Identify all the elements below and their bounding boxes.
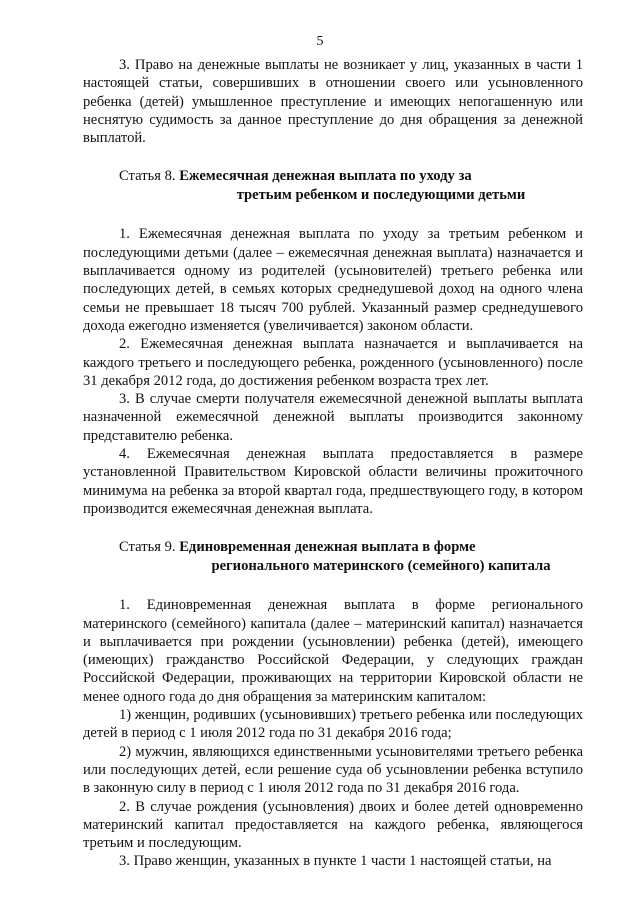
- article9-heading: [83, 538, 583, 576]
- article9-paragraph: 3. Право женщин, указанных в пункте 1 части 1 настоящей статьи, на: [119, 853, 552, 870]
- document-body: [83, 56, 583, 871]
- article8-heading: [83, 167, 583, 205]
- article8-number: Статья 8.: [119, 168, 176, 185]
- article8-paragraph: 4. Ежемесячная денежная выплата предоставляется в размере установленной Правительством Кировской области величины прожиточного минимума на ребенка за второй квартал года, предшествующего году, в котором производится ежемесячная денежная выплата.: [83, 446, 583, 517]
- article8-paragraph: 2. Ежемесячная денежная выплата назначается и выплачивается на каждого третьего и последующего ребенка, рожденного (усыновленного) после 31 декабря 2012 года, до достижения ребенком возраста трех лет.: [83, 336, 583, 389]
- article8-paragraph: 1. Ежемесячная денежная выплата по уходу за третьим ребенком и последующими детьми (далее – ежемесячная денежная выплата) назначается и выплачивается одному из родителей (усыновителей) третьего ребенка или последующих детей, в семьях которых среднедушевой доход на одного члена семьи не превышает 18 тысяч 700 рублей. Указанный размер среднедушевого дохода ежегодно изменяется (увеличивается) законом области.: [83, 226, 583, 334]
- paragraph-article7-part3: 3. Право на денежные выплаты не возникает у лиц, указанных в части 1 настоящей статьи, совершивших в отношении своего или усыновленного ребенка (детей) умышленное преступление и имеющих непогашенную или неснятую судимость за данное преступление до дня обращения за денежной выплатой.: [83, 57, 583, 147]
- article9-paragraph: 1) женщин, родивших (усыновивших) третьего ребенка или последующих детей в период с 1 июля 2012 года по 31 декабря 2016 года;: [83, 707, 583, 742]
- article9-number: Статья 9.: [119, 539, 176, 556]
- article8-title-line1: Ежемесячная денежная выплата по уходу за: [179, 168, 472, 185]
- article8-title-line2: третьим ребенком и последующими детьми: [236, 187, 526, 204]
- page-number: 5: [316, 34, 324, 49]
- article9-paragraph: 2. В случае рождения (усыновления) двоих и более детей одновременно материнский капитал предоставляется на каждого ребенка, являющегося третьим и последующим.: [83, 798, 583, 852]
- article9-title-line1: Единовременная денежная выплата в форме: [179, 539, 476, 556]
- article9-paragraph: 2) мужчин, являющихся единственными усыновителями третьего ребенка или последующих детей, если решение суда об усыновлении ребенка вступило в законную силу в период с 1 июля 2012 года по 31 декабря 2016 года.: [83, 743, 583, 797]
- article9-title-line2: регионального материнского (семейного) капитала: [211, 558, 551, 575]
- article9-paragraph: 1. Единовременная денежная выплата в форме регионального материнского (семейного) капитала (далее – материнский капитал) назначается и выплачивается при рождении (усыновлении) ребенка (детей), имеющего (имеющих) гражданство Российской Федерации, у следующих граждан Российской Федерации, проживающих на территории Кировской области не менее одного года до дня обращения за материнским капиталом:: [83, 597, 583, 705]
- article8-paragraph: 3. В случае смерти получателя ежемесячной денежной выплаты выплата назначенной ежемесячной денежной выплаты производится законному представителю ребенка.: [83, 391, 583, 444]
